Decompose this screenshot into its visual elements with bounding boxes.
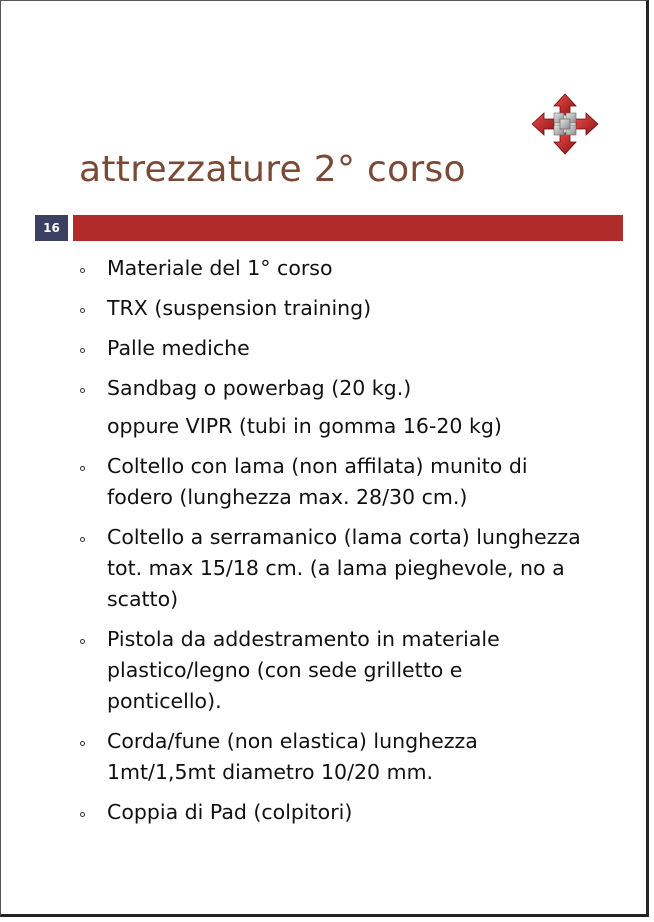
list-item-text: Materiale del 1° corso bbox=[107, 256, 333, 280]
bullet-list bbox=[77, 253, 607, 837]
list-item bbox=[77, 797, 607, 828]
list-item-text: Palle mediche bbox=[107, 336, 250, 360]
bullet-circle-icon bbox=[80, 741, 85, 746]
list-item-text: TRX (suspension training) bbox=[107, 296, 372, 320]
list-item-text: Coltello a serramanico (lama corta) lunghezza bbox=[107, 525, 581, 549]
list-item bbox=[77, 726, 607, 788]
list-item-text: Coppia di Pad (colpitori) bbox=[107, 800, 353, 824]
bullet-circle-icon bbox=[80, 388, 85, 393]
list-item-text: Pistola da addestramento in materiale bbox=[107, 627, 500, 651]
bullet-circle-icon bbox=[80, 268, 85, 273]
list-item bbox=[77, 624, 607, 717]
list-item bbox=[77, 293, 607, 324]
list-item bbox=[77, 253, 607, 284]
title-divider-bar bbox=[73, 215, 623, 241]
list-item-text: Coltello con lama (non affilata) munito di bbox=[107, 454, 528, 478]
bullet-circle-icon bbox=[80, 537, 85, 542]
list-item-text: 1mt/1,5mt diametro 10/20 mm. bbox=[107, 760, 434, 784]
slide-title: attrezzature 2° corso bbox=[79, 149, 466, 190]
list-item-text: fodero (lunghezza max. 28/30 cm.) bbox=[107, 485, 468, 509]
bullet-circle-icon bbox=[80, 466, 85, 471]
bullet-circle-icon bbox=[80, 639, 85, 644]
bullet-circle-icon bbox=[80, 812, 85, 817]
list-item bbox=[77, 333, 607, 364]
list-item-text: tot. max 15/18 cm. (a lama pieghevole, no a bbox=[107, 556, 565, 580]
red-crossed-arrows-icon bbox=[531, 93, 599, 155]
list-item bbox=[77, 522, 607, 615]
list-item bbox=[77, 373, 607, 404]
list-item bbox=[77, 411, 607, 442]
list-item bbox=[77, 451, 607, 513]
list-item-text: plastico/legno (con sede grilletto e bbox=[107, 658, 463, 682]
bullet-circle-icon bbox=[80, 308, 85, 313]
bullet-circle-icon bbox=[80, 348, 85, 353]
list-item-text: oppure VIPR (tubi in gomma 16-20 kg) bbox=[107, 414, 502, 438]
list-item-text: scatto) bbox=[107, 587, 179, 611]
slide-number-badge: 16 bbox=[35, 215, 68, 241]
list-item-text: ponticello). bbox=[107, 689, 222, 713]
list-item-text: Sandbag o powerbag (20 kg.) bbox=[107, 376, 412, 400]
list-item-text: Corda/fune (non elastica) lunghezza bbox=[107, 729, 478, 753]
